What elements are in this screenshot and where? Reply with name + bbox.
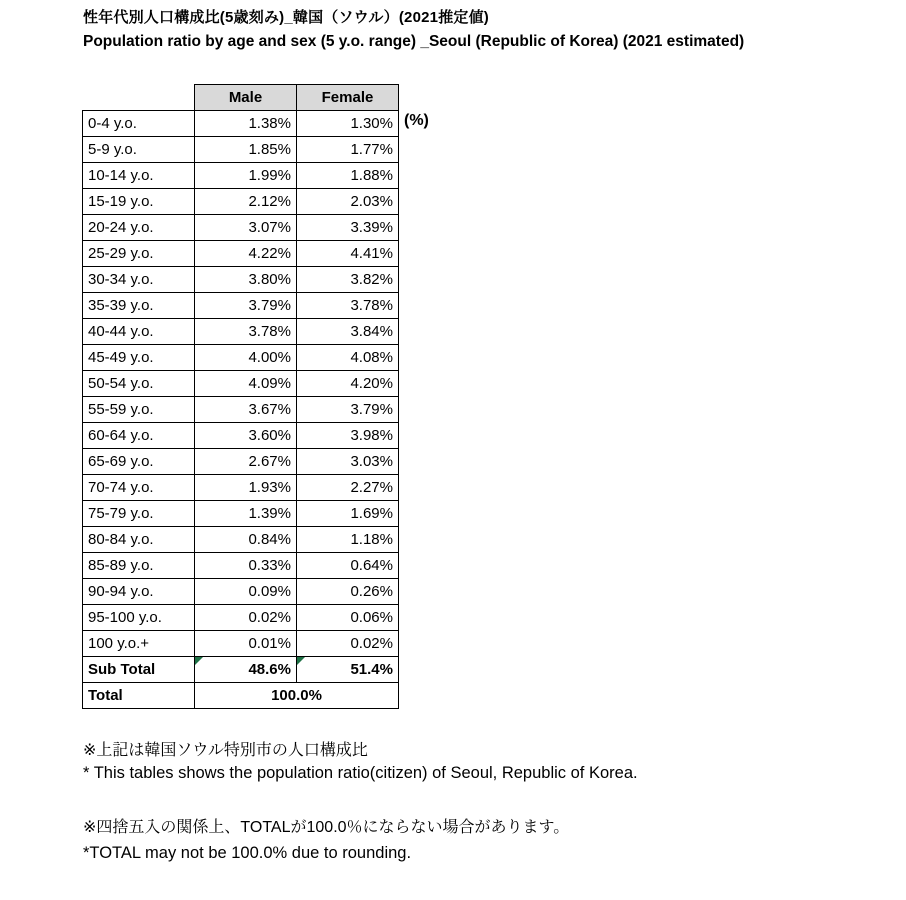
male-value-cell: 1.38% [195, 111, 297, 137]
table-row [83, 579, 399, 605]
male-value-cell: 4.22% [195, 241, 297, 267]
male-value-cell: 3.60% [195, 423, 297, 449]
table-row [83, 527, 399, 553]
male-value-cell: 3.07% [195, 215, 297, 241]
female-value-cell: 1.30% [297, 111, 399, 137]
male-value-cell: 0.84% [195, 527, 297, 553]
male-value-cell: 1.85% [195, 137, 297, 163]
total-row [83, 683, 399, 709]
table-row [83, 423, 399, 449]
male-value-cell: 1.93% [195, 475, 297, 501]
age-range-cell: 85-89 y.o. [83, 553, 195, 579]
age-range-cell: 75-79 y.o. [83, 501, 195, 527]
title-japanese: 性年代別人口構成比(5歳刻み)_韓国（ソウル）(2021推定値) [83, 9, 489, 26]
female-value-cell: 4.20% [297, 371, 399, 397]
subtotal-male-value: 48.6% [248, 661, 291, 678]
footnote-1-japanese: ※上記は韓国ソウル特別市の人口構成比 [83, 742, 368, 759]
male-value-cell: 4.09% [195, 371, 297, 397]
age-range-cell: 35-39 y.o. [83, 293, 195, 319]
table-row [83, 319, 399, 345]
male-value-cell: 0.02% [195, 605, 297, 631]
age-range-cell: 65-69 y.o. [83, 449, 195, 475]
age-range-cell: 40-44 y.o. [83, 319, 195, 345]
female-value-cell: 4.08% [297, 345, 399, 371]
male-value-cell: 3.67% [195, 397, 297, 423]
table-row [83, 553, 399, 579]
female-value-cell: 0.02% [297, 631, 399, 657]
percent-unit-label: (%) [404, 112, 429, 129]
table-row [83, 631, 399, 657]
female-value-cell: 3.82% [297, 267, 399, 293]
male-value-cell: 0.01% [195, 631, 297, 657]
header-row [83, 85, 399, 111]
male-value-cell: 4.00% [195, 345, 297, 371]
male-value-cell: 0.33% [195, 553, 297, 579]
table-row [83, 111, 399, 137]
corner-empty-cell [83, 85, 195, 111]
female-value-cell: 3.98% [297, 423, 399, 449]
age-range-cell: 0-4 y.o. [83, 111, 195, 137]
female-value-cell: 4.41% [297, 241, 399, 267]
female-value-cell: 3.78% [297, 293, 399, 319]
subtotal-female-cell [297, 657, 399, 683]
male-value-cell: 3.78% [195, 319, 297, 345]
population-table [82, 84, 399, 709]
table-row [83, 371, 399, 397]
subtotal-row [83, 657, 399, 683]
age-range-cell: 95-100 y.o. [83, 605, 195, 631]
male-value-cell: 1.39% [195, 501, 297, 527]
age-range-cell: 60-64 y.o. [83, 423, 195, 449]
footnote-2-japanese: ※四捨五入の関係上、TOTALが100.0％にならない場合があります。 [83, 819, 570, 836]
female-value-cell: 0.64% [297, 553, 399, 579]
female-value-cell: 1.77% [297, 137, 399, 163]
age-range-cell: 80-84 y.o. [83, 527, 195, 553]
female-value-cell: 3.84% [297, 319, 399, 345]
female-value-cell: 3.03% [297, 449, 399, 475]
female-value-cell: 1.88% [297, 163, 399, 189]
subtotal-female-value: 51.4% [350, 661, 393, 678]
excel-error-triangle-icon [195, 657, 203, 665]
table-row [83, 501, 399, 527]
table-row [83, 215, 399, 241]
female-value-cell: 1.69% [297, 501, 399, 527]
table-row [83, 189, 399, 215]
table-row [83, 163, 399, 189]
male-value-cell: 2.12% [195, 189, 297, 215]
age-range-cell: 90-94 y.o. [83, 579, 195, 605]
title-english: Population ratio by age and sex (5 y.o. range) _Seoul (Republic of Korea) (2021 estimated) [83, 33, 745, 50]
male-value-cell: 2.67% [195, 449, 297, 475]
table-row [83, 293, 399, 319]
table-row [83, 475, 399, 501]
population-table-wrap [82, 84, 399, 709]
male-value-cell: 3.79% [195, 293, 297, 319]
male-value-cell: 1.99% [195, 163, 297, 189]
age-range-cell: 70-74 y.o. [83, 475, 195, 501]
totals-body [83, 657, 399, 709]
subtotal-label-cell: Sub Total [83, 657, 195, 683]
total-label-cell: Total [83, 683, 195, 709]
age-range-cell: 5-9 y.o. [83, 137, 195, 163]
age-range-cell: 20-24 y.o. [83, 215, 195, 241]
female-value-cell: 0.06% [297, 605, 399, 631]
footnote-1-english: * This tables shows the population ratio(citizen) of Seoul, Republic of Korea. [83, 764, 638, 782]
table-row [83, 137, 399, 163]
table-row [83, 605, 399, 631]
female-value-cell: 1.18% [297, 527, 399, 553]
excel-error-triangle-icon [297, 657, 305, 665]
female-value-cell: 2.27% [297, 475, 399, 501]
age-range-cell: 45-49 y.o. [83, 345, 195, 371]
age-range-cell: 55-59 y.o. [83, 397, 195, 423]
age-range-cell: 50-54 y.o. [83, 371, 195, 397]
table-row [83, 397, 399, 423]
female-value-cell: 3.79% [297, 397, 399, 423]
table-row [83, 267, 399, 293]
table-row [83, 449, 399, 475]
male-value-cell: 3.80% [195, 267, 297, 293]
age-range-cell: 25-29 y.o. [83, 241, 195, 267]
age-range-cell: 15-19 y.o. [83, 189, 195, 215]
table-row [83, 241, 399, 267]
male-value-cell: 0.09% [195, 579, 297, 605]
age-range-cell: 30-34 y.o. [83, 267, 195, 293]
female-value-cell: 2.03% [297, 189, 399, 215]
total-value-cell: 100.0% [195, 683, 399, 709]
female-value-cell: 0.26% [297, 579, 399, 605]
male-column-header: Male [195, 85, 297, 111]
footnote-2-english: *TOTAL may not be 100.0% due to rounding. [83, 844, 412, 862]
female-value-cell: 3.39% [297, 215, 399, 241]
table-row [83, 345, 399, 371]
subtotal-male-cell [195, 657, 297, 683]
female-column-header: Female [297, 85, 399, 111]
age-range-cell: 10-14 y.o. [83, 163, 195, 189]
age-range-cell: 100 y.o.+ [83, 631, 195, 657]
age-rows-body [83, 111, 399, 657]
